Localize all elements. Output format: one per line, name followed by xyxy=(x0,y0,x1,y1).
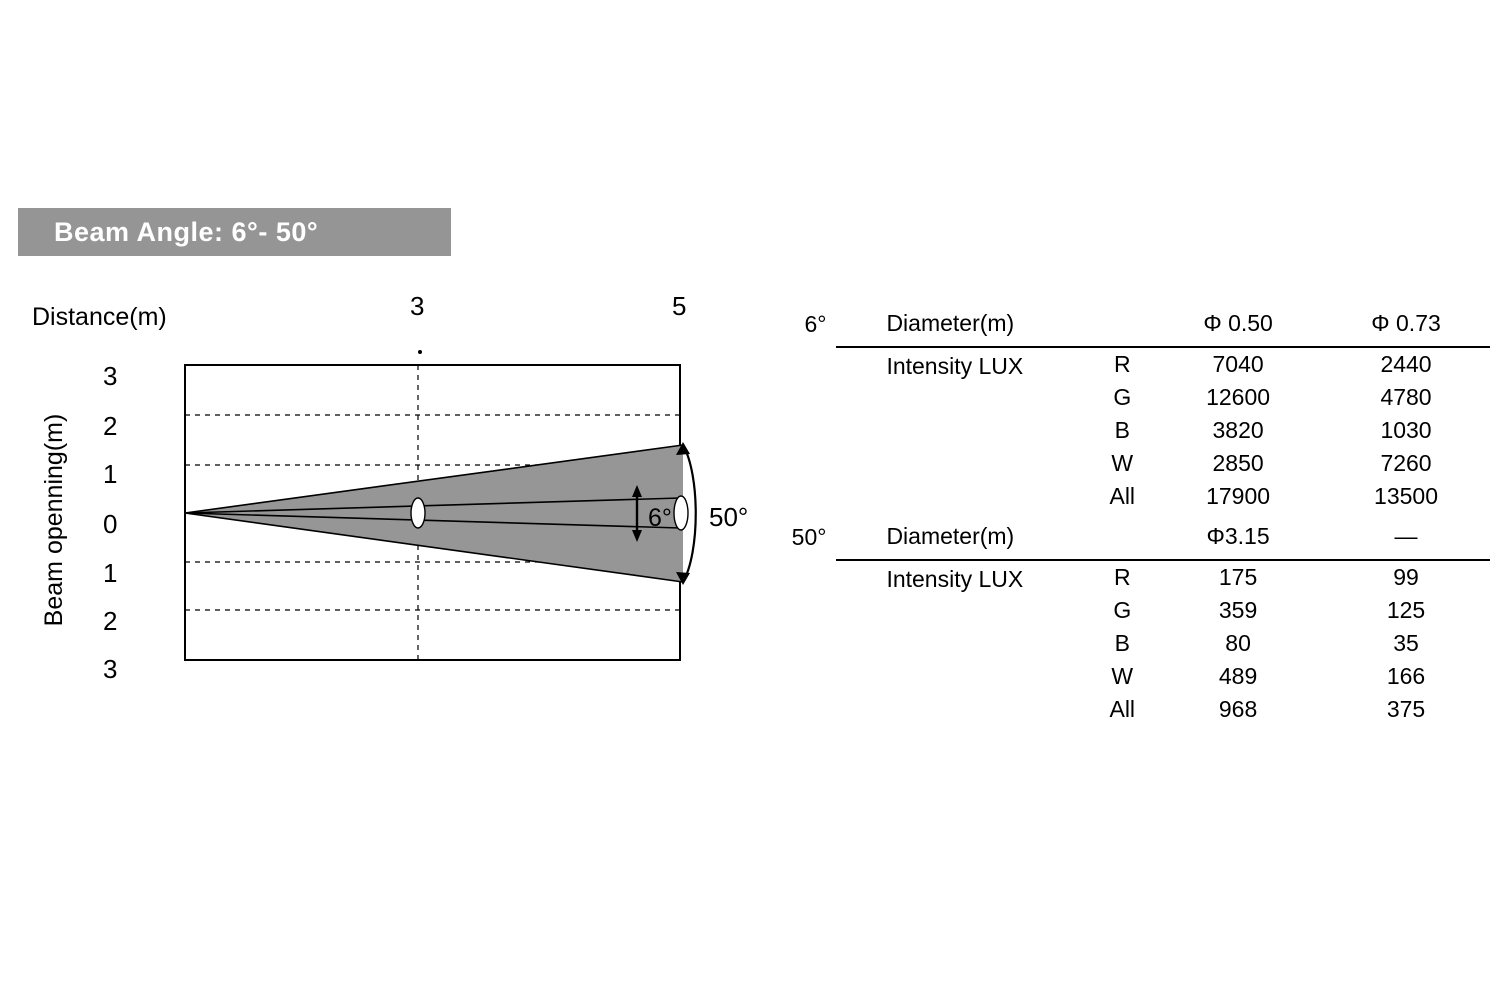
lux-r-5m-6deg: 2440 xyxy=(1380,351,1432,377)
svg-text:3: 3 xyxy=(103,654,118,684)
intensity-label-6deg: Intensity LUX xyxy=(886,353,1024,379)
channel-r: R xyxy=(1113,564,1131,590)
svg-text:5: 5 xyxy=(672,291,687,321)
lux-b-5m-50deg: 35 xyxy=(1393,630,1419,656)
lux-b-5m-6deg: 1030 xyxy=(1380,417,1432,443)
svg-text:0: 0 xyxy=(103,509,118,539)
diameter-value-5m-50deg: — xyxy=(1394,522,1418,549)
lux-b-3m-6deg: 3820 xyxy=(1212,417,1264,443)
intensity-label-50deg: Intensity LUX xyxy=(886,566,1024,592)
diameter-value-3m-50deg: Φ3.15 xyxy=(1206,522,1270,549)
lux-all-5m-50deg: 375 xyxy=(1386,696,1426,722)
beam-diagram xyxy=(0,270,800,700)
lux-r-5m-50deg: 99 xyxy=(1393,564,1419,590)
channel-all: All xyxy=(1109,483,1136,509)
table-row xyxy=(770,513,1490,559)
lux-g-3m-6deg: 12600 xyxy=(1206,384,1271,410)
lux-r-3m-6deg: 7040 xyxy=(1212,351,1264,377)
beam-data-table xyxy=(770,300,1490,726)
svg-text:Distance(m): Distance(m) xyxy=(32,303,167,331)
angle-spacer-50deg xyxy=(770,561,836,726)
channel-all: All xyxy=(1109,696,1136,722)
channel-b: B xyxy=(1114,630,1130,656)
photometric-table xyxy=(770,300,1490,780)
svg-text:6°: 6° xyxy=(648,504,672,532)
table-row xyxy=(770,561,1490,726)
channel-r: R xyxy=(1113,351,1131,377)
channel-w: W xyxy=(1111,663,1134,689)
angle-label-6deg: 6° xyxy=(804,310,827,337)
diameter-value-5m-6deg: Φ 0.73 xyxy=(1371,309,1441,336)
lux-all-5m-6deg: 13500 xyxy=(1374,483,1438,509)
angle-spacer-6deg xyxy=(770,348,836,513)
svg-text:3: 3 xyxy=(103,361,118,391)
svg-text:1: 1 xyxy=(103,558,118,588)
svg-text:2: 2 xyxy=(103,606,118,636)
table-row xyxy=(770,300,1490,346)
lux-values-5m-50deg xyxy=(1322,561,1490,726)
table-row xyxy=(770,348,1490,513)
lux-w-5m-6deg: 7260 xyxy=(1380,450,1432,476)
diameter-label-50deg: Diameter(m) xyxy=(886,522,1015,549)
lux-r-3m-50deg: 175 xyxy=(1218,564,1258,590)
lux-values-5m-6deg xyxy=(1322,348,1490,513)
svg-text:1: 1 xyxy=(103,459,118,489)
diameter-label-6deg: Diameter(m) xyxy=(886,309,1015,336)
lux-g-5m-50deg: 125 xyxy=(1386,597,1426,623)
lux-all-3m-50deg: 968 xyxy=(1218,696,1258,722)
svg-text:3: 3 xyxy=(410,291,425,321)
page-title: Beam Angle: 6°- 50° xyxy=(54,216,319,247)
lux-b-3m-50deg: 80 xyxy=(1225,630,1251,656)
diameter-spacer-50deg xyxy=(1090,513,1154,559)
diameter-value-3m-6deg: Φ 0.50 xyxy=(1203,309,1273,336)
svg-text:2: 2 xyxy=(103,411,118,441)
lux-g-3m-50deg: 359 xyxy=(1218,597,1258,623)
svg-text:Beam openning(m): Beam openning(m) xyxy=(40,413,68,627)
channel-g: G xyxy=(1113,597,1132,623)
lux-w-3m-6deg: 2850 xyxy=(1212,450,1264,476)
lux-w-5m-50deg: 166 xyxy=(1386,663,1426,689)
channel-list-6deg xyxy=(1090,348,1154,513)
svg-text:50°: 50° xyxy=(709,502,749,532)
channel-list-50deg xyxy=(1090,561,1154,726)
channel-w: W xyxy=(1111,450,1134,476)
diameter-spacer-6deg xyxy=(1090,300,1154,346)
lux-values-3m-6deg xyxy=(1154,348,1322,513)
channel-g: G xyxy=(1113,384,1132,410)
lux-g-5m-6deg: 4780 xyxy=(1380,384,1432,410)
angle-label-50deg: 50° xyxy=(791,523,827,550)
lux-values-3m-50deg xyxy=(1154,561,1322,726)
lux-w-3m-50deg: 489 xyxy=(1218,663,1258,689)
beam-angle-title-banner xyxy=(18,208,451,256)
lux-all-3m-6deg: 17900 xyxy=(1206,483,1271,509)
channel-b: B xyxy=(1114,417,1130,443)
